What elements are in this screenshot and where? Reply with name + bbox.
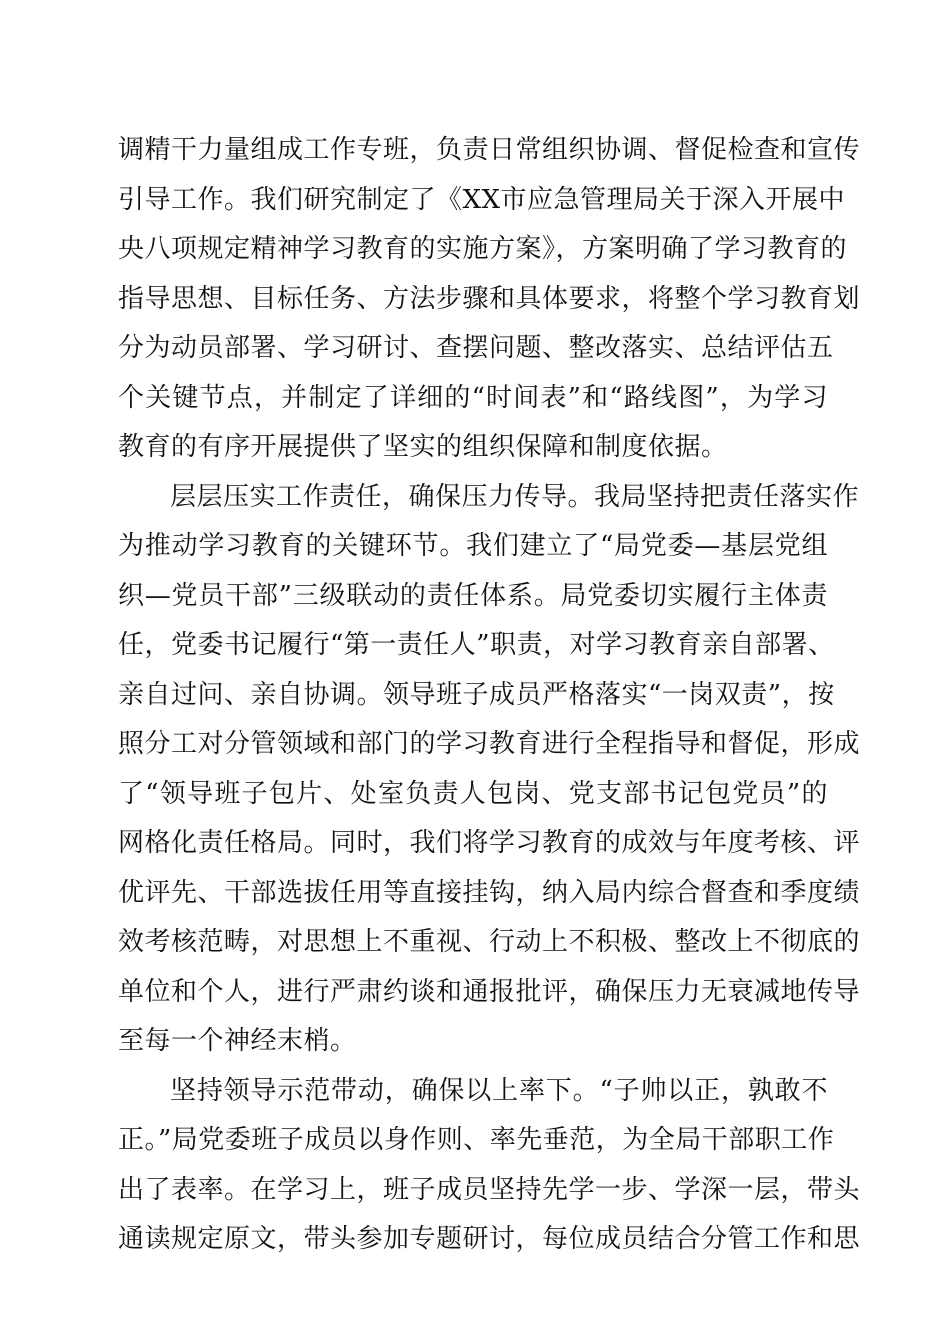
document-body <box>118 126 861 1265</box>
text-line: 层层压实工作责任，确保压力传导。我局坚持把责任落实作 <box>170 481 860 512</box>
text-line: 效考核范畴，对思想上不重视、行动上不积极、整改上不彻底的 <box>118 927 861 957</box>
text-line: 为推动学习教育的关键环节。我们建立了“局党委—基层党组 <box>118 531 828 561</box>
text-line: 正。”局党委班子成员以身作则、率先垂范，为全局干部职工作 <box>118 1125 835 1155</box>
text-line: 指导思想、目标任务、方法步骤和具体要求，将整个学习教育划 <box>118 283 861 314</box>
text-line: 照分工对分管领域和部门的学习教育进行全程指导和督促，形成 <box>118 729 861 759</box>
text-line: 个关键节点，并制定了详细的“时间表”和“路线图”，为学习 <box>118 382 828 413</box>
text-line: 至每一个神经末梢。 <box>118 1026 357 1056</box>
text-line: 通读规定原文，带头参加专题研讨，每位成员结合分管工作和思 <box>118 1224 861 1254</box>
text-line: 单位和个人，进行严肃约谈和通报批评，确保压力无衰减地传导 <box>118 976 861 1007</box>
text-line: 任，党委书记履行“第一责任人”职责，对学习教育亲自部署、 <box>118 630 835 660</box>
paragraph-work-team <box>118 126 861 473</box>
text-line: 出了表率。在学习上，班子成员坚持先学一步、学深一层，带头 <box>118 1174 861 1205</box>
text-line: 分为动员部署、学习研讨、查摆问题、整改落实、总结评估五 <box>118 333 834 363</box>
text-line: 引导工作。我们研究制定了《XX市应急管理局关于深入开展中 <box>118 184 846 215</box>
paragraph-leadership-example <box>118 1067 861 1265</box>
text-line: 坚持领导示范带动，确保以上率下。“子帅以正，孰敢不 <box>170 1075 828 1106</box>
text-line: 亲自过问、亲自协调。领导班子成员严格落实“一岗双责”，按 <box>118 679 835 710</box>
text-line: 优评先、干部选拔任用等直接挂钩，纳入局内综合督查和季度绩 <box>118 877 861 908</box>
text-line: 调精干力量组成工作专班，负责日常组织协调、督促检查和宣传 <box>118 135 861 165</box>
text-line: 网格化责任格局。同时，我们将学习教育的成效与年度考核、评 <box>118 828 861 858</box>
text-line: 教育的有序开展提供了坚实的组织保障和制度依据。 <box>118 432 728 462</box>
text-line: 央八项规定精神学习教育的实施方案》，方案明确了学习教育的 <box>118 234 848 264</box>
text-line: 了“领导班子包片、处室负责人包岗、党支部书记包党员”的 <box>118 778 828 809</box>
paragraph-responsibility <box>118 473 861 1067</box>
text-line: 织—党员干部”三级联动的责任体系。局党委切实履行主体责 <box>118 580 828 611</box>
